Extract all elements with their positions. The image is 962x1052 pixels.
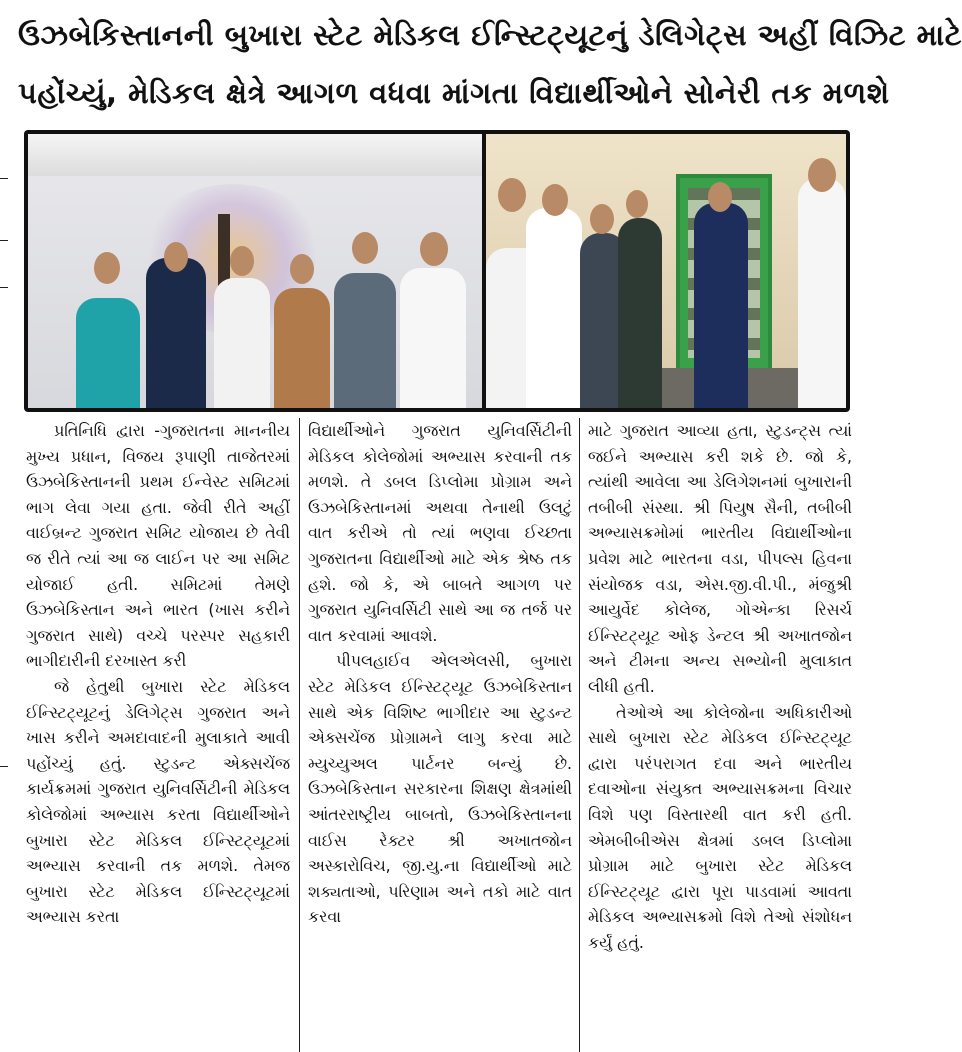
article-column-2 [308,418,572,1052]
headline-line-2: પહોંચ્યું, મેડિકલ ક્ષેત્રે આગળ વધવા માંગતા વિદ્યાર્થીઓને સોનેરી તક મળશે [18,76,890,110]
column-1-paragraph-1: પ્રતિનિધિ દ્વારા -ગુજરાતના માનનીય મુખ્ય પ્રધાન, વિજય રૂપાણી તાજેતરમાં ઉઝબેકિસ્તાનની પ્રથમ ઈન્વેસ્ટ સમિટમાં ભાગ લેવા ગયા હતા. જેવી રીતે અહીં વાઈબ્રન્ટ ગુજરાત સમિટ યોજાય છે તેવી જ રીતે ત્યાં આ જ લાઈન પર આ સમિટ યોજાઈ હતી. સમિટમાં તેમણે ઉઝબેકિસ્તાન અને ભારત (ખાસ કરીને ગુજરાત સાથે) વચ્ચે પરસ્પર સહકારી ભાગીદારીની દરખાસ્ત કરી [26,421,290,671]
column-2-paragraph-1: વિદ્યાર્થીઓને ગુજરાત યુનિવર્સિટીની મેડિકલ કોલેજોમાં અભ્યાસ કરવાની તક મળશે. તે ડબલ ડિપ્લોમા પ્રોગ્રામ અને ઉઝબેકિસ્તાનમાં અથવા તેનાથી ઉલટું વાત કરીએ તો ત્યાં ભણવા ઈચ્છતા ગુજરાતના વિદ્યાર્થીઓ માટે એક શ્રેષ્ઠ તક હશે. જો કે, એ બાબતે આગળ પર ગુજરાત યુનિવર્સિટી સાથે આ જ તર્જ પર વાત કરવામાં આવશે. [308,421,572,645]
column-3-paragraph-1: માટે ગુજરાત આવ્યા હતા, સ્ટુડન્ટ્સ ત્યાં જઈને અભ્યાસ કરી શકે છે. જો કે, ત્યાંથી આવેલા આ ડેલિગેશનમાં બુખારાની તબીબી સંસ્થા. શ્રી પિયુષ સૈની, તબીબી અભ્યાસક્રમોમાં ભારતીય વિદ્યાર્થીઓના પ્રવેશ માટે ભારતના વડા, પીપલ્સ હિવના સંયોજક વડા, એસ.જી.વી.પી., મંજુશ્રી આયુર્વેદ કોલેજ, ગોએન્કા રિસર્ચ ઈન્સ્ટિટ્યૂટ ઓફ ડેન્ટલ શ્રી અખાતજોન અને ટીમના અન્ય સભ્યોની મુલાકાત લીધી હતી. [588,421,852,696]
group-photo-left [28,134,482,408]
headline [18,6,962,122]
column-3-paragraph-2: તેઓએ આ કોલેજોના અધિકારીઓ સાથે બુખારા સ્ટેટ મેડિકલ ઈન્સ્ટિટ્યૂટ દ્વારા પરંપરાગત દવા અને ભારતીય દવાઓના સંયુક્ત અભ્યાસક્રમના વિચાર વિશે પણ વિસ્તારથી વાત કરી હતી. એમબીબીએસ ક્ષેત્રમાં ડબલ ડિપ્લોમા પ્રોગ્રામ માટે બુખારા સ્ટેટ મેડિકલ ઈન્સ્ટિટ્યૂટ દ્વારા પૂરા પાડવામાં આવતા મેડિકલ અભ્યાસક્રમો વિશે તેઓ સંશોધન કર્યું હતું. [588,702,852,952]
column-1-paragraph-2: જે હેતુથી બુખારા સ્ટેટ મેડિકલ ઈન્સ્ટિટ્યૂટનું ડેલિગેટ્સ ગુજરાત અને ખાસ કરીને અમદાવાદની મુલાકાતે આવી પહોંચ્યું હતું. સ્ટુડન્ટ એક્સચેંજ કાર્યક્રમમાં ગુજરાત યુનિવર્સિટીની મેડિકલ કોલેજોમાં અભ્યાસ કરતા વિદ્યાર્થીઓને બુખારા સ્ટેટ મેડિકલ ઈન્સ્ટિટ્યૂટમાં અભ્યાસ કરવાની તક મળશે. તેમજ બુખારા સ્ટેટ મેડિકલ ઈન્સ્ટિટ્યૂટમાં અભ્યાસ કરતા [26,676,290,927]
library-photo-right [486,134,846,408]
news-photo [24,130,850,412]
headline-line-1: ઉઝબેકિસ્તાનની બુખારા સ્ટેટ મેડિકલ ઈન્સ્ટિટ્યૂટનું ડેલિગેટ્સ અહીં વિઝિટ માટે [18,18,962,52]
column-2-paragraph-2: પીપલહાઈવ એલએલસી, બુખારા સ્ટેટ મેડિકલ ઈન્સ્ટિટ્યૂટ ઉઝબેકિસ્તાન સાથે એક વિશિષ્ટ ભાગીદાર આ સ્ટુડન્ટ એક્સચેંજ પ્રોગ્રામને લાગુ કરવા માટે મ્યુચ્યુઅલ પાર્ટનર બન્યું છે. ઉઝબેકિસ્તાન સરકારના શિક્ષણ ક્ષેત્રમાંથી આંતરરાષ્ટ્રીય બાબતો, ઉઝબેકિસ્તાનના વાઈસ રેક્ટર શ્રી અખાતજોન અસ્કારોવિચ, જી.યુ.ના વિદ્યાર્થીઓ માટે શક્યતાઓ, પરિણામ અને તકો માટે વાત કરવા [308,651,572,927]
column-divider [299,418,300,1052]
article-column-3 [588,418,852,1052]
article-body [26,418,856,1052]
column-divider [579,418,580,1052]
article-column-1 [26,418,290,1052]
